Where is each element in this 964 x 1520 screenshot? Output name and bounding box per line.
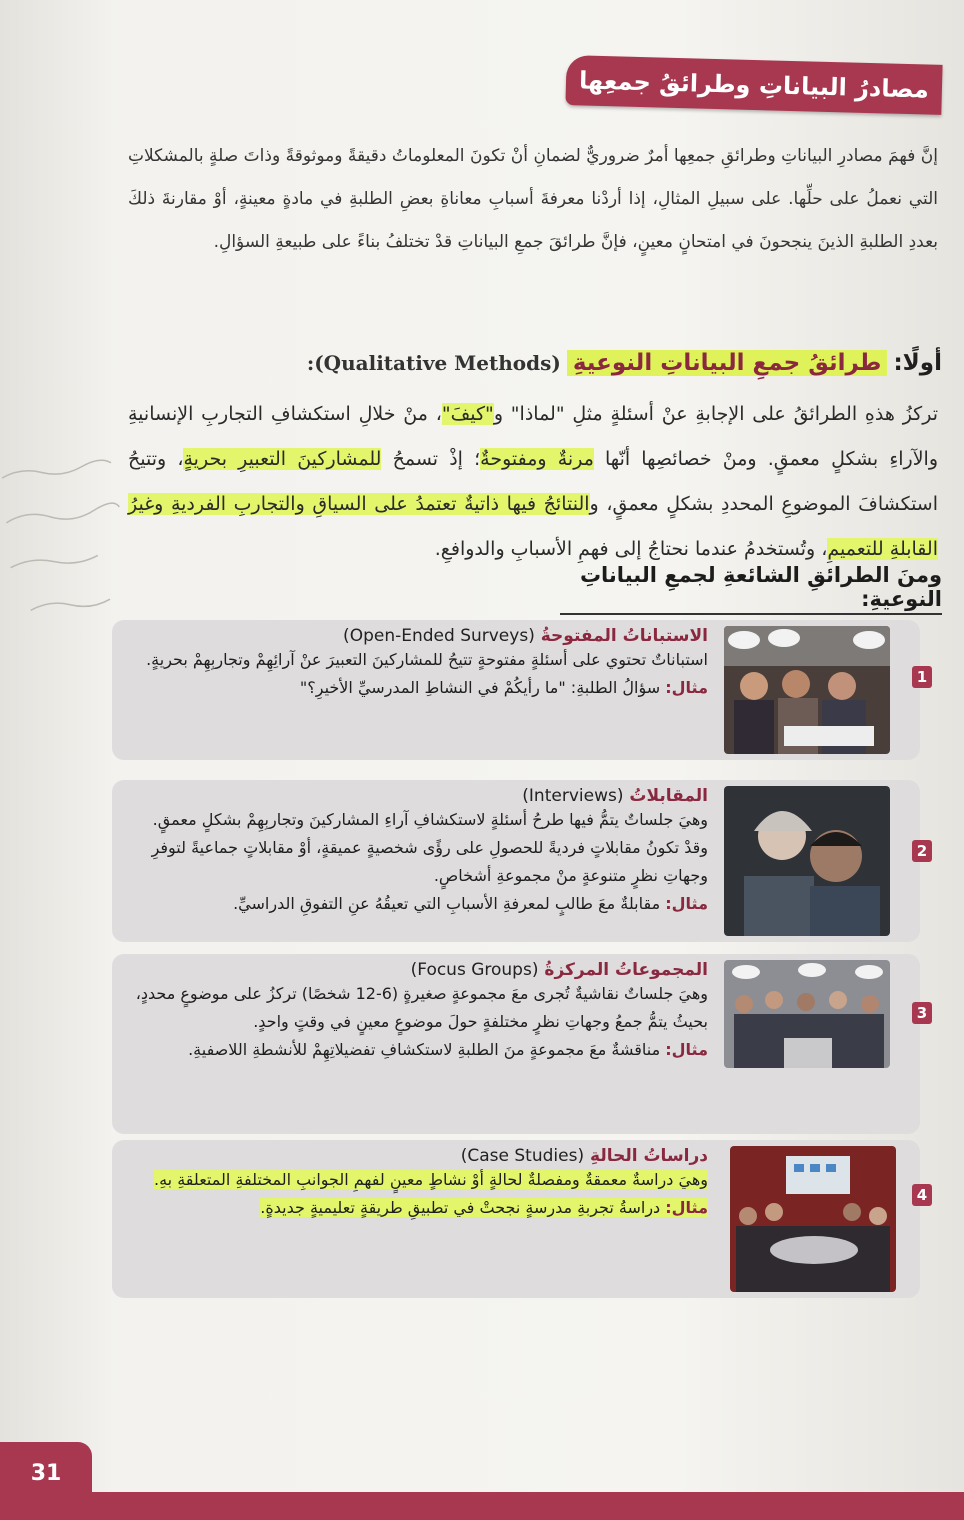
method-title (124, 626, 708, 646)
method-card-case-studies (112, 1140, 928, 1298)
method-number: 3 (912, 1002, 932, 1024)
title-arabic: المجموعاتُ المركزةُ (544, 960, 708, 980)
section-title: طرائقُ جمعِ البياناتِ النوعيةِ (567, 350, 888, 376)
header-title: مصادرُ البياناتِ وطرائقُ جمعِها (578, 66, 930, 104)
method-number: 1 (912, 666, 932, 688)
method-text (124, 786, 708, 918)
body-highlight: وهيَ دراسةٌ معمقةٌ ومفصلةٌ لحالةٍ أوْ نشاطٍ معينٍ لفهمِ الجوانبِ المختلفةِ المتعلقةِ بهِ. (154, 1170, 708, 1189)
section-prefix: أولًا: (893, 350, 942, 376)
pencil-scribble-icon (0, 432, 140, 647)
method-title (124, 960, 708, 980)
text-part: ، وتُستخدمُ عندما نحتاجُ إلى فهمِ الأسبابِ والدوافعِ. (434, 538, 828, 560)
example-label: مثال: (665, 1040, 708, 1059)
method-number: 4 (912, 1184, 932, 1206)
method-card-interviews (112, 780, 928, 942)
method-number: 2 (912, 840, 932, 862)
text-part: ؛ إذْ تسمحُ (381, 448, 481, 470)
interview-photo (724, 786, 890, 936)
highlight: النتائجُ فيها ذاتيةٌ تعتمدُ على السياقِ والتجاربِ الفرديةِ وغيرُ القابلةِ للتعميمِ (128, 493, 938, 560)
example-label: مثال: (665, 894, 708, 913)
highlight: "كيفَ" (441, 403, 494, 425)
method-example (124, 890, 708, 918)
group-discussion-icon (724, 960, 890, 1068)
intro-paragraph: إنَّ فهمَ مصادرِ البياناتِ وطرائقِ جمعِها أمرٌ ضروريٌّ لضمانِ أنْ تكونَ المعلوماتُ دقيقةً وموثوقةً وذاتَ صلةٍ بالمشكلاتِ التي نعملُ على حلِّها. على سبيلِ المثالِ، إذا أردْنا معرفةَ أسبابِ معاناةِ بعضِ الطلبةِ في مادةٍ معينةٍ، أوْ مقارنةَ ذلكَ بعددِ الطلبةِ الذينَ ينجحونَ في امتحانٍ معينٍ، فإنَّ طرائقَ جمعِ البياناتِ قدْ تختلفُ بناءً على طبيعةِ السؤالِ. (128, 146, 938, 252)
text-part: تركزُ هذهِ الطرائقُ على الإجابةِ عنْ أسئلةٍ مثلِ "لماذا" و (493, 403, 938, 425)
title-english: (Interviews) (522, 786, 624, 806)
text-part: ، منْ خلالِ استكشافِ التجاربِ الإنسانيةِ والآراءِ بشكلٍ معمقٍ. ومنْ خصائصِها أنّها (128, 403, 939, 470)
method-example (124, 674, 708, 702)
title-arabic: دراساتُ الحالةِ (590, 1146, 708, 1166)
method-example (124, 1194, 708, 1222)
method-text (124, 626, 708, 702)
section-title-english: (Qualitative Methods): (306, 351, 561, 375)
interview-icon (724, 786, 890, 936)
method-card-focus-groups (112, 954, 928, 1134)
method-body: وهيَ جلساتٌ نقاشيةٌ تُجرى معَ مجموعةٍ صغيرةٍ (6-12 شخصًا) تركزُ على موضوعٍ محددٍ، بحيثُ يتمُّ جمعُ وجهاتِ نظرٍ مختلفةٍ حولَ موضوعٍ معينٍ في وقتٍ واحدٍ. (135, 984, 708, 1031)
example-text: سؤالُ الطلبةِ: "ما رأيكُمْ في النشاطِ المدرسيِّ الأخيرِ؟" (299, 678, 661, 697)
method-example (124, 1036, 708, 1064)
footer-bar (0, 1492, 964, 1520)
highlight: للمشاركينَ التعبيرِ بحريةٍ (183, 448, 382, 470)
chapter-header (565, 55, 942, 115)
method-title (124, 786, 708, 806)
title-english: (Case Studies) (460, 1146, 585, 1166)
title-arabic: المقابلاتُ (629, 786, 708, 806)
example-text: مناقشةٌ معَ مجموعةٍ منَ الطلبةِ لاستكشافِ تفضيلاتِهِمْ للأنشطةِ اللاصفيةِ. (188, 1040, 661, 1059)
section-heading (292, 350, 942, 376)
method-body: استباناتٌ تحتوي على أسئلةٍ مفتوحةٍ تتيحُ للمشاركينَ التعبيرَ عنْ آرائِهِمْ وتجاربِهِمْ بحريةٍ. (146, 650, 708, 669)
classroom-photo (724, 626, 890, 754)
example-text: دراسةُ تجربةِ مدرسةٍ نجحتْ في تطبيقِ طريقةٍ تعليميةٍ جديدةٍ. (260, 1198, 661, 1217)
method-text (124, 1146, 708, 1222)
method-title (124, 1146, 708, 1166)
example-text: مقابلةٌ معَ طالبٍ لمعرفةِ الأسبابِ التي تعيقُهُ عنِ التفوقِ الدراسيِّ. (233, 894, 661, 913)
example-label: مثال: (665, 1198, 708, 1217)
students-writing-icon (724, 626, 890, 754)
method-body (124, 1166, 708, 1194)
title-arabic: الاستباناتُ المفتوحةُ (540, 626, 708, 646)
method-text (124, 960, 708, 1064)
page-number: 31 (0, 1442, 92, 1504)
case-study-photo (730, 1146, 896, 1292)
example-label: مثال: (665, 678, 708, 697)
common-methods-heading: ومنَ الطرائقِ الشائعةِ لجمعِ البياناتِ النوعيةِ: (560, 563, 942, 615)
highlight: مرنةٌ ومفتوحةٌ (480, 448, 594, 470)
method-card-open-ended-surveys (112, 620, 928, 760)
meeting-room-icon (730, 1146, 896, 1292)
text-part: ، وتتيحُ استكشافَ الموضوعِ المحددِ بشكلٍ معمقٍ، و (128, 448, 938, 515)
focus-group-photo (724, 960, 890, 1068)
qualitative-paragraph (128, 392, 938, 572)
title-english: (Focus Groups) (410, 960, 539, 980)
title-english: (Open-Ended Surveys) (343, 626, 535, 646)
method-body: وهيَ جلساتٌ يتمُّ فيها طرحُ أسئلةٍ لاستكشافِ آراءِ المشاركينَ وتجاربِهِمْ بشكلٍ معمقٍ. وقدْ تكونُ مقابلاتٍ فرديةً للحصولِ على رؤًى شخصيةٍ عميقةٍ، أوْ مقابلاتٍ جماعيةً لتوفرِ وجهاتِ نظرٍ متنوعةٍ منْ مجموعةِ أشخاصٍ. (151, 810, 708, 885)
